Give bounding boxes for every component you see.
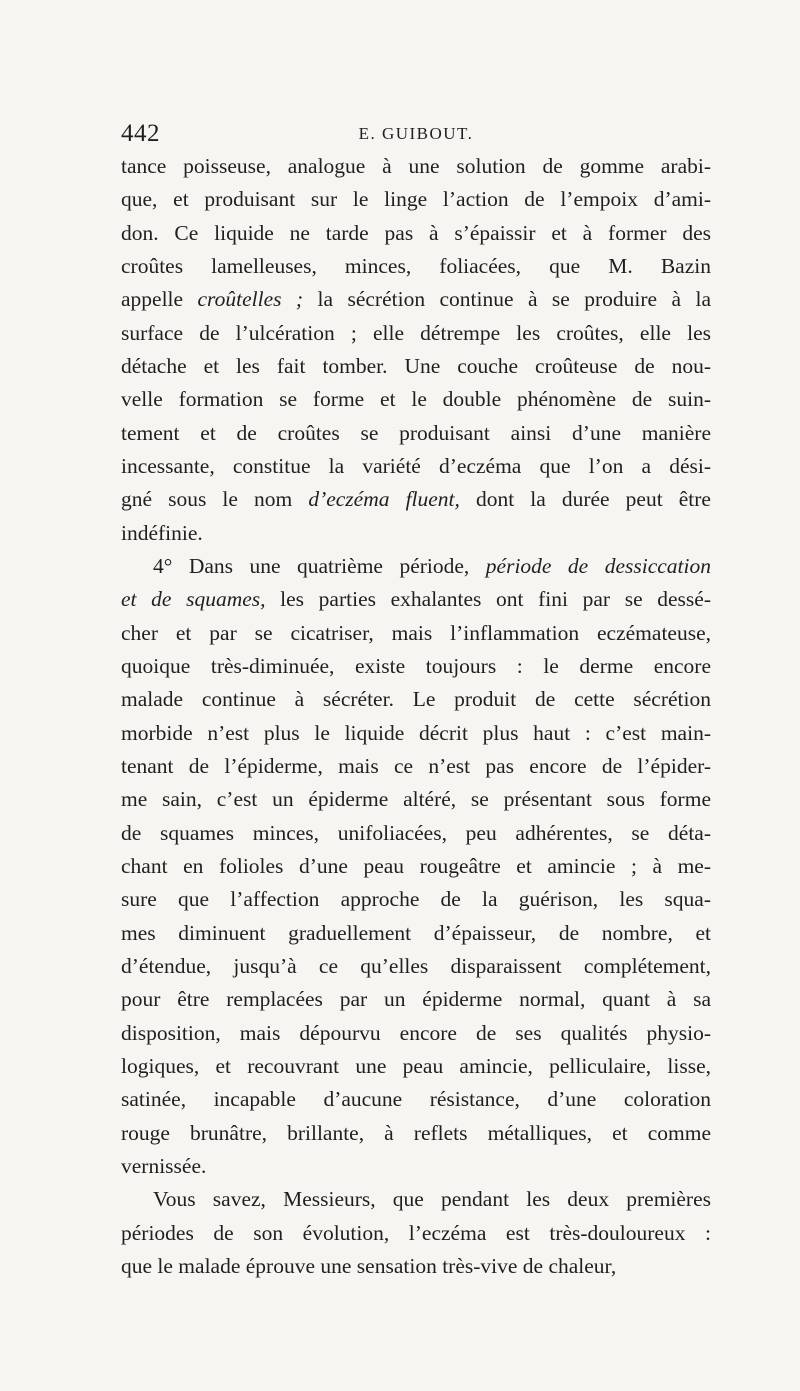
text-run: tance poisseuse, analogue à une solution de gomme arabi- bbox=[121, 154, 711, 178]
text-run: logiques, et recouvrant une peau amincie, pelliculaire, lisse, bbox=[121, 1053, 711, 1078]
text-run: mes diminuent graduellement d’épaisseur, de nombre, et bbox=[121, 920, 711, 945]
text-line bbox=[121, 1150, 711, 1183]
italic-text: d’eczéma fluent, bbox=[308, 487, 460, 512]
text-run: 4° Dans une quatrième période, bbox=[153, 553, 486, 578]
page-number: 442 bbox=[121, 120, 160, 147]
text-run: Vous savez, Messieurs, que pendant les deux premières bbox=[153, 1187, 711, 1212]
italic-text: et de squames, bbox=[121, 587, 266, 612]
text-line bbox=[121, 350, 711, 383]
text-line bbox=[121, 550, 711, 583]
text-run: surface de l’ulcération ; elle détrempe les croûtes, elle les bbox=[121, 320, 711, 345]
text-run: vernissée. bbox=[121, 1153, 207, 1178]
text-line bbox=[121, 717, 711, 750]
text-line bbox=[121, 783, 711, 816]
text-run: périodes de son évolution, l’eczéma est très-douloureux : bbox=[121, 1220, 711, 1245]
text-run: que, et produisant sur le linge l’action de l’empoix d’ami- bbox=[121, 187, 711, 212]
text-line bbox=[121, 817, 711, 850]
text-run: de squames minces, unifoliacées, peu adhérentes, se déta- bbox=[121, 820, 711, 845]
text-run: les parties exhalantes ont fini par se dessé- bbox=[265, 587, 711, 612]
text-run: quoique très-diminuée, existe toujours : le derme encore bbox=[121, 653, 711, 678]
text-line bbox=[121, 317, 711, 350]
text-run: rouge brunâtre, brillante, à reflets métalliques, et comme bbox=[121, 1120, 711, 1145]
text-run: me sain, c’est un épiderme altéré, se présentant sous forme bbox=[121, 787, 711, 812]
text-run: que le malade éprouve une sensation très-vive de chaleur, bbox=[121, 1253, 617, 1278]
text-run: chant en folioles d’une peau rougeâtre et amincie ; à me- bbox=[121, 853, 711, 878]
text-run: indéfinie. bbox=[121, 520, 203, 545]
text-run: la sécrétion continue à se produire à la bbox=[303, 287, 712, 312]
text-run: velle formation se forme et le double phénomène de suin- bbox=[121, 387, 711, 412]
page-header bbox=[121, 120, 711, 154]
text-line bbox=[121, 483, 711, 516]
text-run: cher et par se cicatriser, mais l’inflammation eczémateuse, bbox=[121, 620, 711, 645]
text-line bbox=[121, 850, 711, 883]
text-line bbox=[121, 217, 711, 250]
text-run: disposition, mais dépourvu encore de ses qualités physio- bbox=[121, 1020, 711, 1045]
text-line bbox=[121, 1117, 711, 1150]
text-run: appelle bbox=[121, 287, 198, 312]
text-line bbox=[121, 683, 711, 716]
text-line bbox=[121, 517, 711, 550]
text-run: satinée, incapable d’aucune résistance, d’une coloration bbox=[121, 1087, 711, 1112]
italic-text: croûtelles ; bbox=[197, 287, 304, 312]
text-line bbox=[121, 283, 711, 316]
text-run: don. Ce liquide ne tarde pas à s’épaissir et à former des bbox=[121, 220, 711, 245]
text-line bbox=[121, 250, 711, 283]
text-line bbox=[121, 417, 711, 450]
text-run: pour être remplacées par un épiderme normal, quant à sa bbox=[121, 987, 711, 1012]
text-run: incessante, constitue la variété d’eczéma que l’on a dési- bbox=[121, 453, 711, 478]
text-line bbox=[121, 1250, 711, 1283]
text-line bbox=[121, 750, 711, 783]
text-line bbox=[121, 583, 711, 616]
text-run: tement et de croûtes se produisant ainsi d’une manière bbox=[121, 420, 711, 445]
body-text bbox=[121, 150, 711, 1283]
text-line bbox=[121, 183, 711, 216]
text-run: d’étendue, jusqu’à ce qu’elles disparaissent complétement, bbox=[121, 953, 711, 978]
text-line bbox=[121, 917, 711, 950]
text-line bbox=[121, 1017, 711, 1050]
text-run: détache et les fait tomber. Une couche croûteuse de nou- bbox=[121, 353, 711, 378]
text-run: dont la durée peut être bbox=[459, 487, 711, 512]
text-run: malade continue à sécréter. Le produit de cette sécrétion bbox=[121, 687, 711, 712]
text-line bbox=[121, 883, 711, 916]
text-line bbox=[121, 950, 711, 983]
text-line bbox=[121, 150, 711, 183]
text-line bbox=[121, 383, 711, 416]
text-line bbox=[121, 450, 711, 483]
text-line bbox=[121, 650, 711, 683]
running-head: E. GUIBOUT. bbox=[358, 124, 474, 143]
text-line bbox=[121, 1083, 711, 1116]
text-run: tenant de l’épiderme, mais ce n’est pas encore de l’épider- bbox=[121, 753, 711, 778]
italic-text: période de dessiccation bbox=[485, 553, 711, 578]
text-line bbox=[121, 1217, 711, 1250]
text-run: croûtes lamelleuses, minces, foliacées, que M. Bazin bbox=[121, 253, 711, 278]
text-line bbox=[121, 983, 711, 1016]
text-run: morbide n’est plus le liquide décrit plus haut : c’est main- bbox=[121, 720, 711, 745]
text-line bbox=[121, 1183, 711, 1216]
text-run: sure que l’affection approche de la guérison, les squa- bbox=[121, 887, 711, 912]
text-run: gné sous le nom bbox=[121, 487, 309, 512]
text-line bbox=[121, 1050, 711, 1083]
text-line bbox=[121, 617, 711, 650]
